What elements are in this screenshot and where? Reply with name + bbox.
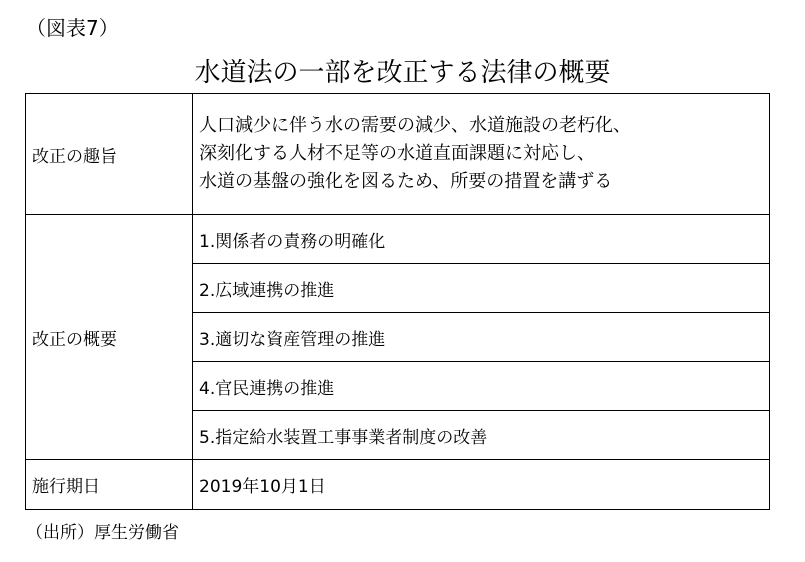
overview-item-5: 5.指定給水装置工事事業者制度の改善 — [193, 411, 770, 460]
overview-label: 改正の概要 — [26, 215, 193, 460]
effective-date-label: 施行期日 — [26, 460, 193, 510]
source-note: （出所）厚生労働省 — [26, 523, 179, 543]
effective-date-value: 2019年10月1日 — [193, 460, 770, 510]
table-row-overview — [26, 215, 770, 264]
table-row-purpose — [26, 94, 770, 215]
purpose-line-1: 人口減少に伴う水の需要の減少、水道施設の老朽化、 — [199, 115, 631, 136]
overview-item-1: 1.関係者の責務の明確化 — [193, 215, 770, 264]
figure-label: （図表7） — [26, 16, 119, 40]
overview-item-3: 3.適切な資産管理の推進 — [193, 313, 770, 362]
purpose-text — [193, 94, 770, 215]
purpose-label: 改正の趣旨 — [26, 94, 193, 215]
purpose-line-3: 水道の基盤の強化を図るため、所要の措置を講ずる — [199, 171, 613, 192]
overview-item-2: 2.広域連携の推進 — [193, 264, 770, 313]
purpose-line-2: 深刻化する人材不足等の水道直面課題に対応し、 — [199, 143, 595, 164]
page-title: 水道法の一部を改正する法律の概要 — [194, 58, 611, 88]
summary-table — [25, 93, 770, 510]
table-row-effective-date — [26, 460, 770, 510]
overview-item-4: 4.官民連携の推進 — [193, 362, 770, 411]
